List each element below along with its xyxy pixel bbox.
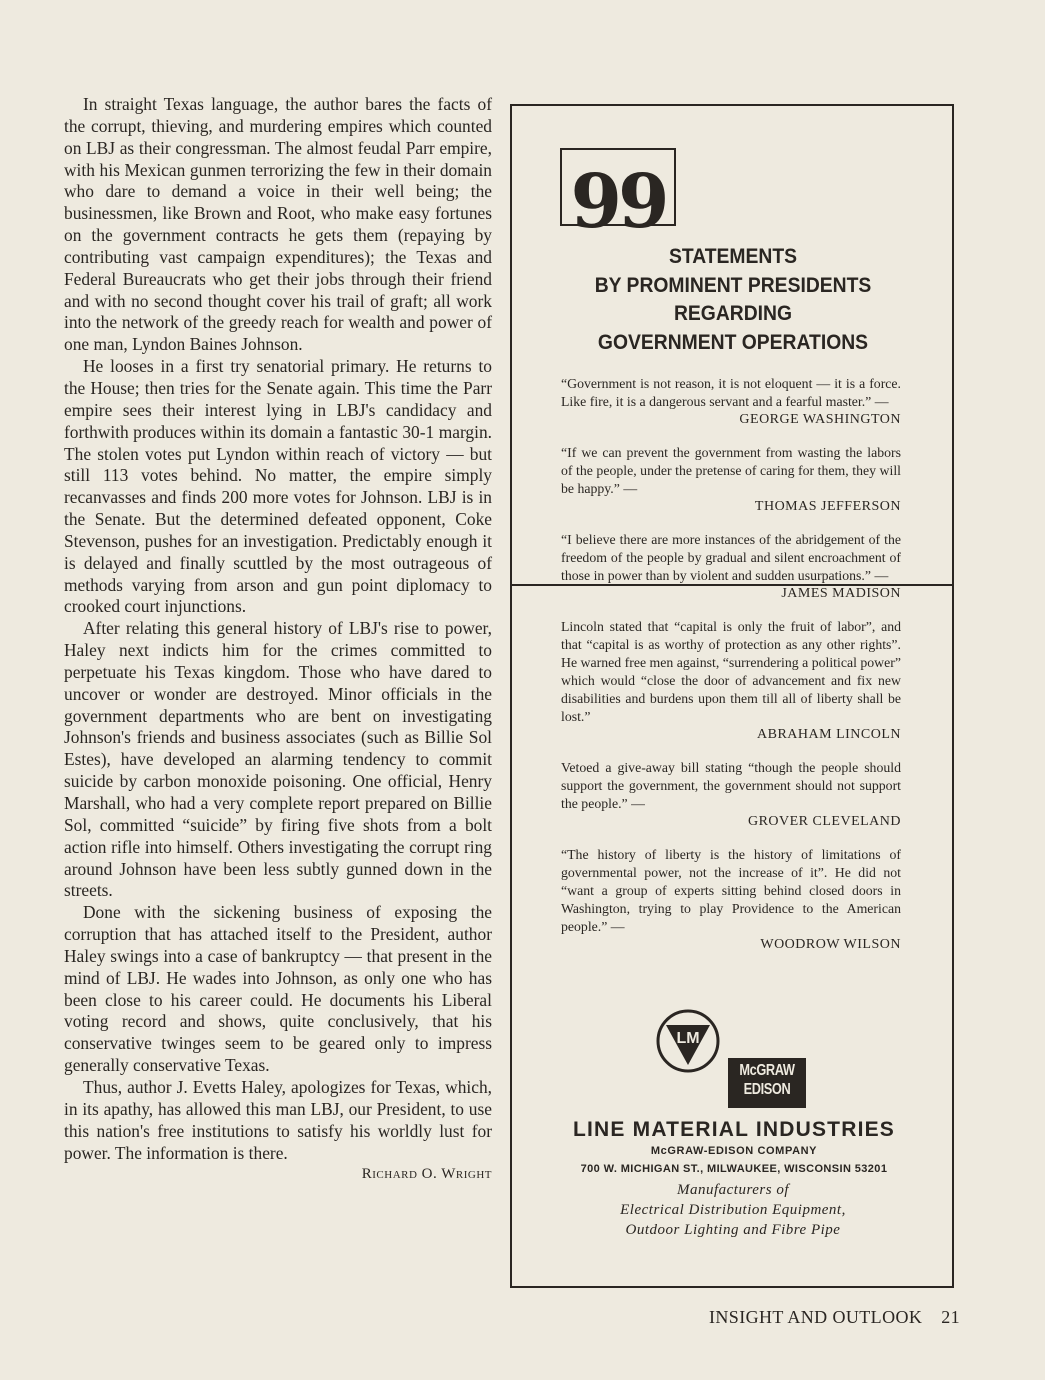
company-subtitle: McGRAW-EDISON COMPANY [650,1145,818,1157]
headline-line: BY PROMINENT PRESIDENTS [594,273,872,297]
article-signature: Richard O. Wright [361,1166,492,1183]
article-paragraph: In straight Texas language, the author bares the facts of the corrupt, thieving, and murdering empires which counted on LBJ as their congressman. The almost feudal Parr empire, with his Mexican gunmen terrorizing the few in their domain who dare to demand a voice in their well being; the businessmen, like Brown and Root, who make easy fortunes on the government contracts he gets them (repaying by contributing vast campaign expenditures); the Texas and Federal Bureaucrats who get their jobs through their friend and with no second thought cover his trail of graft; all work into the network of the greedy reach for wealth and power of one man, Lyndon Baines Johnson. [64,94,492,355]
page-footer [690,1307,960,1328]
manufacturers-line: Electrical Distribution Equipment, [620,1202,846,1218]
article-column [64,94,492,1186]
lm-logo-icon [656,1009,720,1073]
mcgraw-logo-line: McGRAW [739,1062,795,1079]
quote-text: Vetoed a give-away bill stating “though the people should support the government, the government should not support the people.” — [561,760,901,811]
quote-item [561,846,901,954]
headline-line: GOVERNMENT OPERATIONS [597,330,869,354]
quote-author: ABRAHAM LINCOLN [757,727,901,742]
quote-mark-box [560,148,676,245]
mcgraw-logo-line: EDISON [743,1081,791,1098]
quote-mark-icon: 99 [570,159,666,245]
quote-author: THOMAS JEFFERSON [754,499,901,514]
quote-author: GROVER CLEVELAND [747,814,901,829]
president-quotes [561,375,901,969]
article-paragraph: Done with the sickening business of exposing the corruption that has attached itself to the President, author Haley swings into a case of bankruptcy — that present in the mind of LBJ. He wades into Johnson, as only one who has been close to his career could. He documents his Liberal voting record and shows, quite conclusively, that his conservative twinges seem to be geared only to impress generally conservative Texas. [64,902,492,1076]
lm-logo-text: LM [676,1030,700,1047]
quote-author: GEORGE WASHINGTON [739,412,901,427]
headline-line: STATEMENTS [668,245,798,268]
footer-title: INSIGHT AND OUTLOOK [709,1307,923,1327]
quote-text: “The history of liberty is the history of limitations of governmental power, not the increase of it”. He did not “want a group of experts sitting behind closed doors in Washington, trying to play Providence to the American people.” — [561,847,901,934]
company-address: 700 W. MICHIGAN ST., MILWAUKEE, WISCONSIN 53201 [580,1163,888,1175]
article-paragraph: After relating this general history of LBJ's rise to power, Haley next indicts him for the crimes committed to perpetuate his Texas kingdom. Those who have dared to uncover or wonder are destroyed. Minor officials in the government departments who are bent on investigating Johnson's friends and business associates (such as Billie Sol Estes), have developed an alarming tendency to commit suicide by carbon monoxide poisoning. One official, Henry Marshall, who had a very complete report prepared on Billie Sol, committed “suicide” by firing five shots from a bolt action rifle into himself. Others investigating the corrupt ring around Johnson have been less subtly gunned down in the streets. [64,618,492,901]
quote-text: Lincoln stated that “capital is only the fruit of labor”, and that “capital is as worthy of protection as any other rights”. He warned free men against, “surrendering a political power” which would “close the door of advancement and fix new disabilities and burdens upon them till all of liberty shall be lost.” [561,619,901,724]
quote-item [561,618,901,744]
manufacturers-line: Manufacturers of [676,1182,790,1198]
quote-item [561,444,901,516]
quote-author: WOODROW WILSON [760,937,901,952]
quote-item [561,759,901,831]
article-paragraph: Thus, author J. Evetts Haley, apologizes for Texas, which, in its apathy, has allowed this man LBJ, our President, to use this nation's free institutions to satisfy his worldly lust for power. The information is there. [64,1076,492,1163]
quote-author: JAMES MADISON [781,586,901,601]
company-block [520,1117,948,1179]
company-name: LINE MATERIAL INDUSTRIES [572,1118,896,1141]
quote-item [561,375,901,429]
quote-text: “If we can prevent the government from wasting the labors of the people, under the pretense of caring for them, they will be happy.” — [561,445,901,496]
headline-line: REGARDING [673,302,793,325]
ad-headline [555,243,910,357]
quote-item [561,531,901,603]
manufacturers-block [540,1180,926,1240]
manufacturers-line: Outdoor Lighting and Fibre Pipe [625,1222,841,1238]
quote-text: “I believe there are more instances of the abridgement of the freedom of the people by gradual and silent encroachment of those in power than by violent and sudden usurpations.” — [561,532,901,583]
page-number: 21 [941,1307,960,1327]
article-paragraph: He looses in a first try senatorial primary. He returns to the House; then tries for the Senate again. This time the Parr empire sees their interest lying in LBJ's candidacy and forthwith produces within its domain a fantastic 30-1 margin. The stolen votes put Lyndon within reach of victory — but still 113 votes behind. No matter, the empire simply recanvasses and finds 200 more votes for Johnson. LBJ is in the Senate. But the determined defeated opponent, Coke Stevenson, pushes for an investigation. Predictably enough it is delayed and finally scuttled by the most outrageous of methods varying from arson and gun point diplomacy to crooked court injunctions. [64,356,492,617]
quote-text: “Government is not reason, it is not eloquent — it is a force. Like fire, it is a dangerous servant and a fearful master.” — [561,376,901,409]
mcgraw-edison-logo [728,1058,806,1108]
